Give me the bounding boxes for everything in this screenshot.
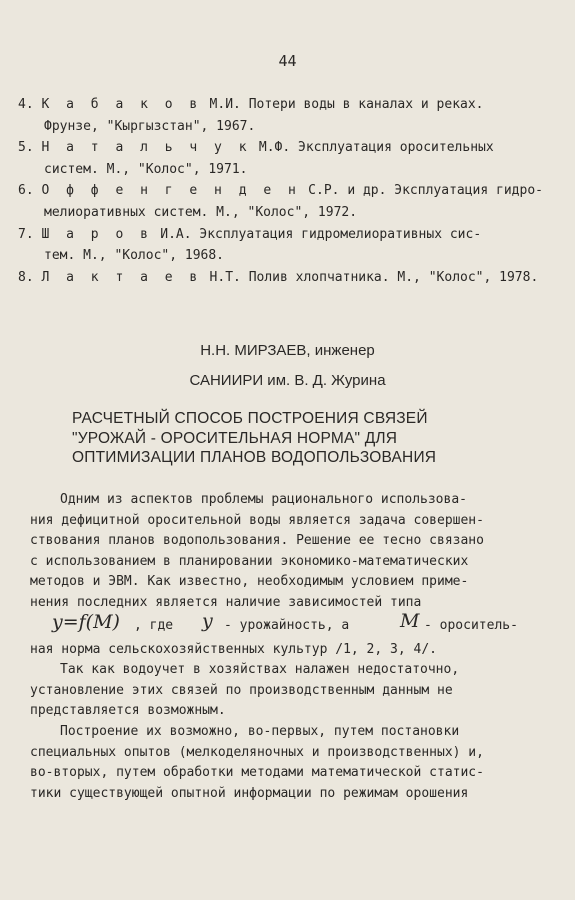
ref-text: И.А. Эксплуатация гидромелиоративных сис- [152, 226, 482, 242]
ref-number: 7. [18, 226, 34, 242]
reference-item [18, 224, 563, 267]
body-line: Так как водоучет в хозяйствах налажен недостаточно, [60, 662, 460, 678]
variable-y-description: - урожайность, а [224, 617, 350, 633]
handwritten-formula: y=f(M) [52, 610, 120, 633]
ref-author: К а б а к о в [41, 97, 202, 112]
ref-number: 5. [18, 140, 34, 156]
reference-item [18, 267, 563, 289]
reference-item [18, 180, 563, 223]
ref-text: С.Р. и др. Эксплуатация гидро- [300, 183, 543, 199]
ref-author: О ф ф е н г е н д е н [41, 183, 301, 199]
body-line: установление этих связей по производственным данным не [30, 682, 453, 698]
ref-text-continued: мелиоративных систем. М., "Колос", 1972. [44, 204, 358, 220]
ref-number: 8. [18, 269, 34, 285]
handwritten-variable-y: y [202, 609, 213, 632]
title-line: "УРОЖАЙ - ОРОСИТЕЛЬНАЯ НОРМА" ДЛЯ [72, 429, 398, 447]
ref-number: 6. [18, 183, 34, 199]
reference-item [18, 137, 563, 180]
ref-author: Н а т а л ь ч у к [41, 140, 252, 156]
ref-text-continued: Фрунзе, "Кыргызстан", 1967. [44, 118, 256, 134]
ref-text-continued: тем. М., "Колос", 1968. [44, 248, 225, 264]
body-line: ная норма сельскохозяйственных культур /1, 2, 3, 4/. [30, 641, 437, 657]
body-line: представляется возможным. [30, 703, 226, 719]
reference-list [18, 94, 563, 288]
article-author: Н.Н. МИРЗАЕВ, инженер [200, 342, 375, 359]
reference-item [18, 94, 563, 137]
ref-text: М.И. Потери воды в каналах и реках. [201, 97, 484, 112]
article-body [30, 490, 555, 804]
formula-line [30, 609, 555, 640]
body-line: ния дефицитной оросительной воды является задача совершен- [30, 512, 484, 528]
body-line: с использованием в планировании экономико-математических [30, 553, 469, 569]
page-number: 44 [278, 52, 297, 70]
ref-text: Н.Т. Полив хлопчатника. М., "Колос", 1978. [201, 269, 539, 285]
title-line: ОПТИМИЗАЦИИ ПЛАНОВ ВОДОПОЛЬЗОВАНИЯ [72, 449, 437, 466]
variable-m-description: - ороситель- [424, 617, 518, 633]
body-line: ствования планов водопользования. Решение ее тесно связано [30, 533, 484, 549]
ref-author: Ш а р о в [41, 226, 153, 242]
article-title [72, 409, 542, 468]
body-line: Построение их возможно, во-первых, путем постановки [60, 723, 460, 739]
article-organization: САНИИРИ им. В. Д. Журина [189, 372, 386, 389]
body-line: специальных опытов (мелкоделяночных и производственных) и, [30, 744, 484, 760]
handwritten-variable-m: M [400, 609, 420, 632]
ref-text-continued: систем. М., "Колос", 1971. [44, 161, 248, 177]
body-line: во-вторых, путем обработки методами математической статис- [30, 765, 484, 781]
title-line: РАСЧЕТНЫЙ СПОСОБ ПОСТРОЕНИЯ СВЯЗЕЙ [72, 410, 428, 427]
body-line: тики существующей опытной информации по режимам орошения [30, 785, 469, 801]
body-line: методов и ЭВМ. Как известно, необходимым условием приме- [30, 574, 469, 590]
ref-number: 4. [18, 97, 34, 112]
ref-author: Л а к т а е в [41, 269, 202, 285]
body-line: нения последних является наличие зависимостей типа [30, 594, 422, 610]
formula-where: , где [134, 617, 174, 633]
ref-text: М.Ф. Эксплуатация оросительных [251, 140, 494, 156]
body-line: Одним из аспектов проблемы рационального использова- [60, 492, 467, 507]
